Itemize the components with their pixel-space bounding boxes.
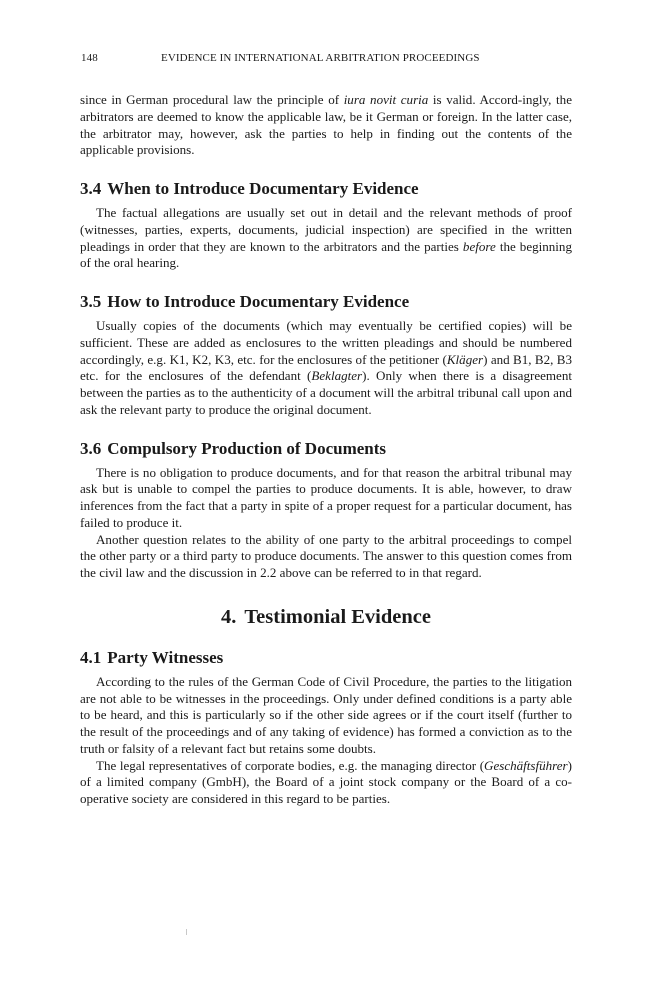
- section-3-6-paragraph-1: There is no obligation to produce documents, and for that reason the arbitral tribunal may ask but is unable to compel the parties to produce documents. It is able, however, to draw inferences from the fact that a party in spite of a proper request for a particular document, has failed to produce it.: [80, 464, 572, 530]
- section-title: How to Introduce Documentary Evidence: [107, 292, 410, 311]
- section-number: 3.6: [80, 438, 102, 458]
- page-body: [80, 92, 572, 808]
- section-4-1-paragraph-1: According to the rules of the German Code of Civil Procedure, the parties to the litigation are not able to be witnesses in the proceedings. Only under defined conditions is a party able to be heard, and this is particularly so if the other side agrees or if the court itself (further to the result of the proceedings and of any taking of evidence) has formed a conviction as to the truth or falsity of a relevant fact but retains some doubts.: [80, 673, 572, 756]
- running-title: EVIDENCE IN INTERNATIONAL ARBITRATION PROCEEDINGS: [161, 52, 480, 64]
- intro-paragraph: since in German procedural law the principle of iura novit curia is valid. Accord-ingly, the arbitrators are deemed to know the applicable law, be it German or foreign. In the latter case, the arbitrator may, however, ask the parties to help in finding out the contents of the applicable provisions.: [80, 92, 572, 158]
- latin-term: iura novit curia: [343, 92, 429, 107]
- section-heading-4-1: [80, 648, 572, 668]
- section-3-6-paragraph-2: Another question relates to the ability of one party to the arbitral proceedings to compel the other party or a third party to produce documents. The answer to this question comes from the civil law and the discussion in 2.2 above can be referred to in that regard.: [80, 531, 572, 580]
- section-3-4-paragraph: The factual allegations are usually set out in detail and the relevant methods of proof (witnesses, parties, experts, documents, judicial inspection) are specified in the written pleadings in order that they are known to the arbitrators and the parties before the beginning of the oral hearing.: [80, 205, 572, 271]
- chapter-title: Testimonial Evidence: [244, 605, 431, 628]
- section-number: 4.1: [80, 647, 102, 667]
- section-heading-3-5: [80, 292, 572, 312]
- section-number: 3.5: [80, 292, 102, 311]
- chapter-heading-4: [80, 605, 572, 629]
- section-3-5-paragraph: Usually copies of the documents (which may eventually be certified copies) will be sufficient. These are added as enclosures to the written pleadings and should be numbered accordingly, e.g. K1, K2, K3, etc. for the enclosures of the petitioner (Kläger) and B1, B2, B3 etc. for the enclosures of the defendant (Beklagter). Only when there is a disagreement between the parties as to the authenticity of a document will the arbitral tribunal call upon and ask the relevant party to produce the original document.: [80, 318, 572, 417]
- section-4-1-paragraph-2: The legal representatives of corporate bodies, e.g. the managing director (Geschäftsführer) of a limited company (GmbH), the Board of a joint stock company or the Board of a co-operative society are considered in this regard to be parties.: [80, 757, 572, 806]
- chapter-number: 4.: [221, 605, 237, 628]
- section-heading-3-4: [80, 179, 572, 199]
- section-title: When to Introduce Documentary Evidence: [107, 179, 419, 198]
- page-number: 148: [81, 52, 98, 64]
- section-heading-3-6: [80, 439, 572, 459]
- section-title: Party Witnesses: [107, 647, 224, 667]
- scan-mark: [186, 929, 187, 935]
- section-number: 3.4: [80, 179, 102, 198]
- section-title: Compulsory Production of Documents: [107, 438, 387, 458]
